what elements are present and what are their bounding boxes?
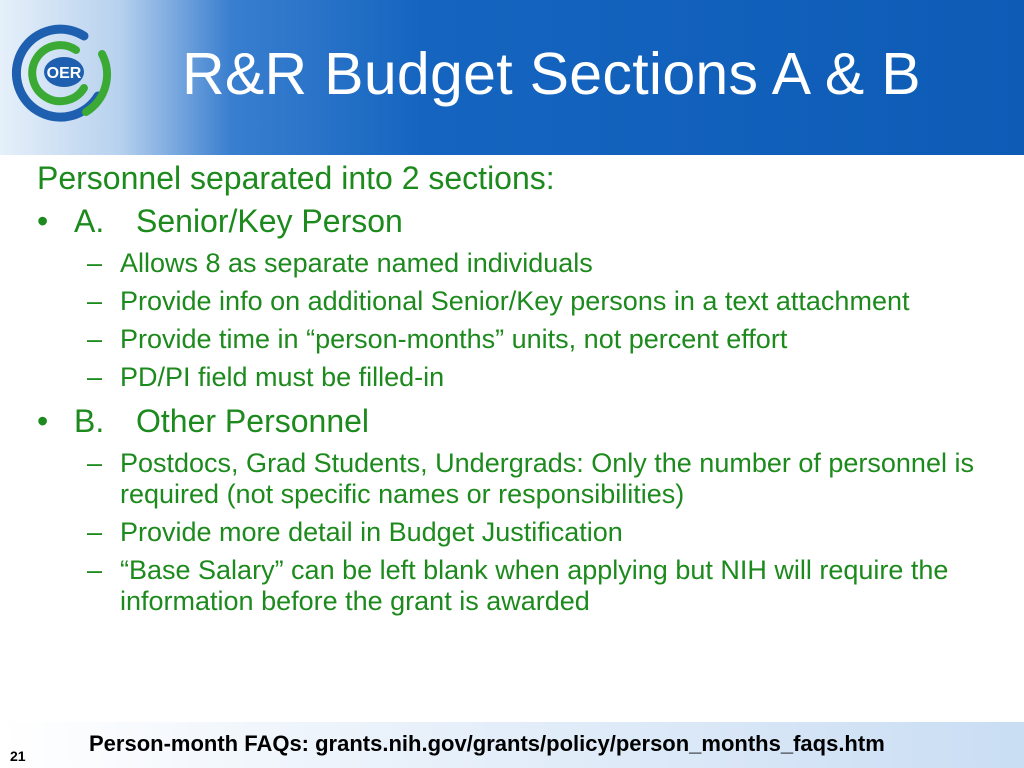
list-item [37,517,997,548]
dash-icon: – [87,286,103,316]
page-number: 21 [10,748,26,764]
dash-icon: – [87,517,103,547]
slide-title: R&R Budget Sections A & B [182,41,921,107]
list-item-text: Allows 8 as separate named individuals [120,248,593,278]
dash-icon: – [87,324,103,354]
section-b-label: Other Personnel [136,403,370,439]
list-item-text: Provide more detail in Budget Justification [120,517,623,547]
list-item [37,324,997,355]
bullet-icon: • [37,203,49,239]
list-item-text: Postdocs, Grad Students, Undergrads: Only the number of personnel is required (not specific names or responsibilities) [120,448,974,509]
section-a [37,200,997,242]
section-b [37,400,997,442]
slide-body [37,156,997,624]
dash-icon: – [87,448,103,478]
oer-logo [6,14,118,132]
intro-text: Personnel separated into 2 sections: [37,160,555,196]
list-item-text: Provide time in “person-months” units, not percent effort [120,324,788,354]
section-a-label: Senior/Key Person [136,203,403,239]
list-item [37,362,997,393]
faq-link[interactable]: Person-month FAQs: grants.nih.gov/grants/policy/person_months_faqs.htm [89,731,885,756]
bullet-icon: • [37,403,49,439]
dash-icon: – [87,248,103,278]
logo-text: OER [46,65,82,82]
dash-icon: – [87,555,103,585]
list-item-text: Provide info on additional Senior/Key persons in a text attachment [120,286,910,316]
list-item [37,555,997,617]
section-b-prefix: B. [74,403,105,439]
section-a-prefix: A. [74,203,105,239]
slide-header [0,0,1024,155]
list-item [37,248,997,279]
dash-icon: – [87,362,103,392]
list-item [37,448,997,510]
list-item-text: PD/PI field must be filled-in [120,362,445,392]
list-item-text: “Base Salary” can be left blank when applying but NIH will require the information before the grant is awarded [120,555,949,616]
list-item [37,286,997,317]
